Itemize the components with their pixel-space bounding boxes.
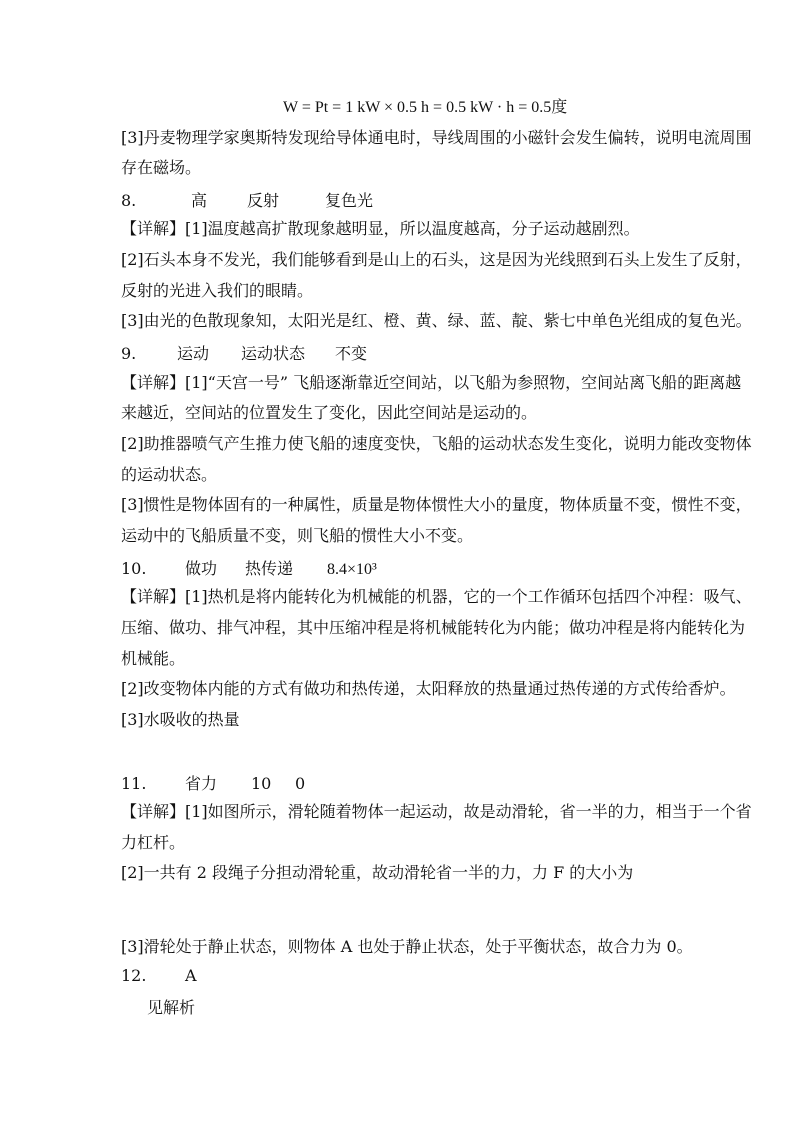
answer-1: 高 bbox=[191, 191, 208, 210]
text-line: [3]水吸收的热量 bbox=[121, 710, 240, 729]
text-line: [2]石头本身不发光，我们能够看到是山上的石头，这是因为光线照到石头上发生了反射， bbox=[121, 250, 752, 269]
text-line: [2]改变物体内能的方式有做功和热传递，太阳释放的热量通过热传递的方式传给香炉。 bbox=[121, 679, 736, 698]
answer-row-11 bbox=[121, 771, 305, 794]
text-line: 力杠杆。 bbox=[121, 833, 186, 852]
question-number: 11. bbox=[121, 774, 147, 793]
answer-1: 省力 bbox=[185, 774, 218, 793]
answer-1: 运动 bbox=[177, 344, 210, 363]
text-line: 见解析 bbox=[147, 998, 196, 1017]
text-line: 【详解】[1]如图所示，滑轮随着物体一起运动，故是动滑轮，省一半的力，相当于一个省 bbox=[121, 802, 752, 821]
text-line: [3]惯性是物体固有的一种属性，质量是物体惯性大小的量度，物体质量不变，惯性不变， bbox=[121, 495, 752, 514]
text-line: 来越近，空间站的位置发生了变化，因此空间站是运动的。 bbox=[121, 403, 538, 422]
answer-2: 反射 bbox=[247, 191, 280, 210]
text-line: [2]一共有 2 段绳子分担动滑轮重，故动滑轮省一半的力，力 F 的大小为 bbox=[121, 863, 634, 882]
text-line: 压缩、做功、排气冲程，其中压缩冲程是将机械能转化为内能；做功冲程是将内能转化为 bbox=[121, 618, 746, 637]
text-line: [2]助推器喷气产生推力使飞船的速度变快，飞船的运动状态发生变化，说明力能改变物体 bbox=[121, 434, 752, 453]
text-line: 运动中的飞船质量不变，则飞船的惯性大小不变。 bbox=[121, 526, 474, 545]
text-line: [3]由光的色散现象知，太阳光是红、橙、黄、绿、蓝、靛、紫七中单色光组成的复色光。 bbox=[121, 311, 752, 330]
text-line: 【详解】[1]“天宫一号” 飞船逐渐靠近空间站，以飞船为参照物，空间站离飞船的距离越 bbox=[121, 373, 742, 392]
question-number: 10. bbox=[121, 559, 147, 578]
question-number: 12. bbox=[121, 966, 147, 985]
text-line: [3]丹麦物理学家奥斯特发现给导体通电时，导线周围的小磁针会发生偏转，说明电流周围 bbox=[121, 128, 752, 147]
answer-3: 8.4×10³ bbox=[327, 561, 377, 578]
answer-row-8 bbox=[121, 188, 373, 211]
answer-2: 10 bbox=[251, 774, 272, 793]
answer-row-10 bbox=[121, 556, 377, 579]
question-number: 8. bbox=[121, 191, 137, 210]
question-number: 9. bbox=[121, 344, 137, 363]
answer-2: 运动状态 bbox=[241, 344, 306, 363]
text-line: 存在磁场。 bbox=[121, 158, 202, 177]
text-line: 【详解】[1]热机是将内能转化为机械能的机器，它的一个工作循环包括四个冲程：吸气、 bbox=[121, 587, 752, 606]
answer-row-12 bbox=[121, 966, 197, 985]
answer-2: 热传递 bbox=[245, 559, 294, 578]
text-line: [3]滑轮处于静止状态，则物体 A 也处于静止状态，处于平衡状态，故合力为 0。 bbox=[121, 937, 693, 956]
text-line: 【详解】[1]温度越高扩散现象越明显，所以温度越高，分子运动越剧烈。 bbox=[121, 219, 640, 238]
answer-3: 不变 bbox=[335, 344, 368, 363]
text-line: 的运动状态。 bbox=[121, 465, 218, 484]
text-line: 反射的光进入我们的眼睛。 bbox=[121, 281, 314, 300]
formula-work: W = Pt = 1 kW × 0.5 h = 0.5 kW · h = 0.5度 bbox=[283, 99, 568, 116]
answer-1: A bbox=[185, 966, 197, 985]
answer-3: 复色光 bbox=[325, 191, 374, 210]
answer-1: 做功 bbox=[185, 559, 218, 578]
answer-3: 0 bbox=[295, 774, 306, 793]
answer-row-9 bbox=[121, 341, 367, 364]
text-line: 机械能。 bbox=[121, 649, 186, 668]
